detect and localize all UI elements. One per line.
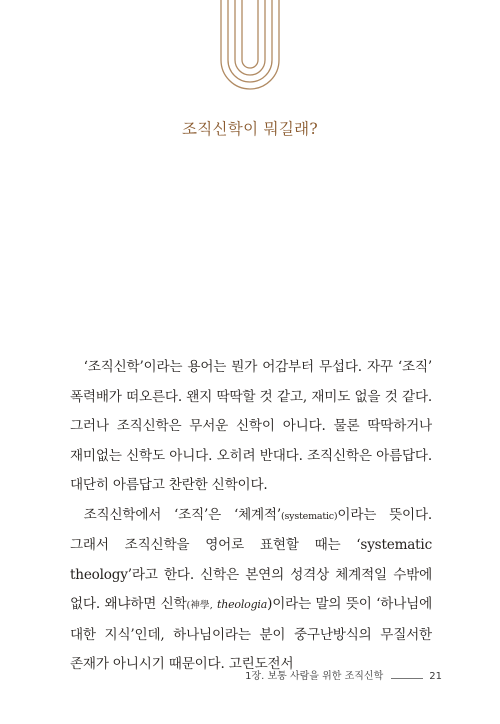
paragraph-1-text: ‘조직신학’이라는 용어는 뭔가 어감부터 무섭다. 자꾸 ‘조직’ 폭력배가 떠오른다. 왠지 딱딱할 것 같고, 재미도 없을 것 같다. 그러나 조직신학은 무서운 신학이 아니다. 물론 딱딱하거나 재미없는 신학도 아니다. 오히려 반대다. 조직신학은 아름답다. 대단히 아름답고 찬란한 신학이다. <box>70 359 432 493</box>
page-footer <box>245 667 442 682</box>
page-number: 21 <box>429 671 442 682</box>
theologia-gloss: theologia <box>217 598 268 611</box>
systematic-gloss: (systematic) <box>281 510 338 522</box>
nested-arch-ornament-icon <box>0 0 500 90</box>
footer-rule <box>391 678 423 679</box>
paragraph-2 <box>70 501 432 680</box>
footer-chapter-label: 1장. 보통 사람을 위한 조직신학 <box>245 671 384 682</box>
paragraph-2-text-b: 이라는 뜻이다. 그래서 조직신학을 영어로 표현할 때는 ‘systematic theology’라고 한다. 신학은 본연의 성격상 체계적일 수밖에 없다. 왜냐하면 신학 <box>70 506 432 612</box>
chapter-title: 조직신학이 뭐길래? <box>181 120 319 138</box>
paragraph-1 <box>70 353 432 501</box>
paragraph-2-text-c: )이라는 말의 뜻이 ‘하나님에 대한 지식’인데, 하나님이라는 분이 중구난방식의 무질서한 존재가 아니시기 때문이다. 고린도전서 <box>70 596 432 672</box>
paragraph-2-text-a: 조직신학에서 ‘조직’은 ‘체계적’ <box>83 506 281 523</box>
body-text <box>70 353 432 680</box>
hanja-gloss: (神學, <box>186 600 213 611</box>
